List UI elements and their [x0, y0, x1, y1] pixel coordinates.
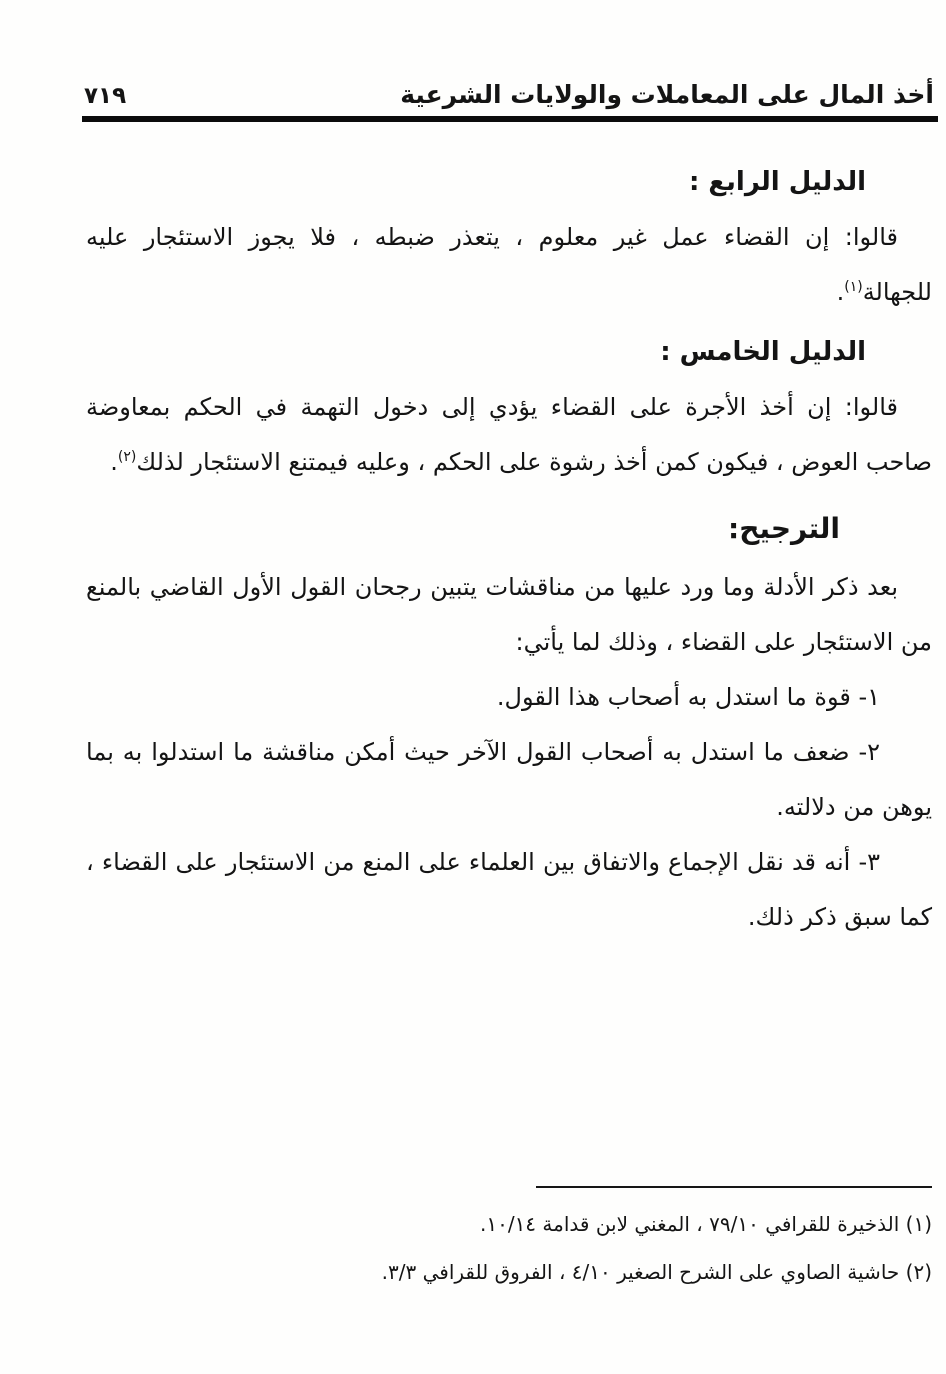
page-content [86, 150, 932, 945]
tarjih-point-3: ٣- أنه قد نقل الإجماع والاتفاق بين العلماء على المنع من الاستئجار على القضاء ، كما سبق ذكر ذلك. [86, 848, 932, 931]
evidence-5-paragraph [86, 380, 932, 490]
footnote-marker-1: (١) [844, 279, 863, 295]
evidence-5-heading: الدليل الخامس : [660, 337, 866, 367]
paragraph-text: قالوا: إن أخذ الأجرة على القضاء يؤدي إلى دخول التهمة في الحكم بمعاوضة صاحب العوض ، فيكون كمن أخذ رشوة على الحكم ، وعليه فيمتنع الاستئجار لذلك [86, 393, 932, 476]
header-rule [82, 116, 938, 122]
running-title: أخذ المال على المعاملات والولايات الشرعية [400, 80, 934, 109]
evidence-4-paragraph [86, 210, 932, 320]
footnote-marker-2: (٢) [117, 449, 137, 465]
footnote-separator [536, 1186, 932, 1188]
tarjih-heading: الترجيح: [728, 512, 840, 545]
page-number: ٧١٩ [84, 83, 127, 109]
paragraph-text: قالوا: إن القضاء عمل غير معلوم ، يتعذر ضبطه ، فلا يجوز الاستئجار عليه للجهالة [86, 223, 932, 306]
footnotes-section [86, 1186, 932, 1296]
paragraph-tail: . [110, 448, 118, 476]
tarjih-intro-paragraph: بعد ذكر الأدلة وما ورد عليها من مناقشات يتبين رجحان القول الأول القاضي بالمنع من الاستئجار على القضاء ، وذلك لما يأتي: [86, 573, 932, 656]
page-header [84, 80, 934, 109]
tarjih-point-1: ١- قوة ما استدل به أصحاب هذا القول. [496, 683, 880, 711]
footnote-2: (٢) حاشية الصاوي على الشرح الصغير ٤/١٠ ، الفروق للقرافي ٣/٣. [381, 1260, 932, 1284]
tarjih-point-2: ٢- ضعف ما استدل به أصحاب القول الآخر حيث أمكن مناقشة ما استدلوا به بما يوهن من دلالته. [86, 738, 932, 821]
evidence-4-heading: الدليل الرابع : [688, 167, 866, 197]
footnote-1: (١) الذخيرة للقرافي ٧٩/١٠ ، المغني لابن قدامة ١٠/١٤. [479, 1212, 932, 1236]
paragraph-tail: . [836, 278, 845, 306]
